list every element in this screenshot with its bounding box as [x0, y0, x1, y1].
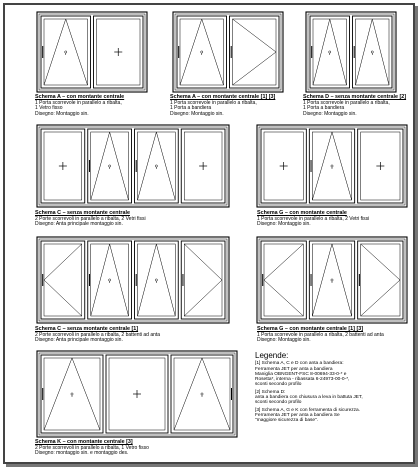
legend-line: [2] Schema D: [255, 389, 286, 395]
handle [311, 274, 312, 286]
tilt-opening-lines [312, 132, 351, 200]
panel-side [261, 241, 306, 319]
sash-frame [181, 241, 225, 319]
caption-schema-c-1 [35, 327, 160, 344]
caption-line: 1 Porta scorrevole in parallelo a ribalta, 2 Vetri fissi [257, 215, 370, 222]
glass-pane [180, 19, 224, 85]
caption-line: 1 Porta scorrevole in parallelo a ribalta, 2 battenti ad anta [257, 331, 384, 338]
panel-tilt [309, 241, 354, 319]
legend-line: anta a bandiera con chiusura a leva in battuta JET, [255, 395, 363, 401]
legend-line: sconti secondo profilo [255, 400, 302, 406]
caption-title: Schema D – senza montante centrale [2] [303, 94, 407, 100]
glass-pane [138, 244, 176, 316]
caption-line: Disegno: Montaggio sin. [257, 221, 311, 228]
side-opening-lines [44, 244, 82, 316]
legend-line: [1] Schema A, C e D con anta a bandiera: [255, 361, 344, 367]
legend-line: sconti secondo profilo [255, 382, 302, 388]
lock-symbol [329, 51, 331, 53]
outer-frame [37, 12, 147, 92]
glass-pane [312, 132, 351, 200]
schema-k-3-frame [37, 351, 237, 437]
caption-schema-a [35, 95, 124, 117]
panel-tilt [88, 241, 132, 319]
caption-line: 1 Porta a bandiera [303, 105, 345, 112]
panel-fixed [41, 129, 85, 203]
schema-c-1-frame [37, 237, 229, 323]
legend-note-1 [255, 361, 405, 387]
sash-frame [230, 16, 280, 88]
handle [182, 274, 183, 286]
panel-tilt [309, 129, 354, 203]
caption-line: Disegno: montaggio sin. e montaggio des. [35, 450, 129, 457]
panel-tilt [41, 16, 91, 88]
legend-line: "maggiore sicurezza di base". [255, 418, 319, 424]
handle [354, 46, 355, 58]
glass-pane [91, 132, 129, 200]
glass-pane [174, 358, 230, 430]
tilt-opening-lines [91, 132, 129, 200]
caption-title: Schema K – con montante centrale [3] [35, 439, 133, 445]
caption-line: 1 Porta scorrevole in parallelo a ribalta, [35, 99, 122, 106]
panel-tilt [353, 16, 393, 88]
schema-a-1-3-frame [173, 12, 283, 92]
lock-symbol [109, 165, 111, 167]
sash-frame [310, 16, 350, 88]
lock-symbol [65, 51, 67, 53]
side-opening-lines [233, 19, 277, 85]
glass-pane [313, 19, 347, 85]
panel-side [230, 16, 280, 88]
glass-pane [138, 132, 176, 200]
caption-line: Disegno: Montaggio sin. [170, 110, 224, 117]
inner-frame [308, 14, 394, 90]
schema-a-frame [37, 12, 147, 92]
panel-side [358, 241, 403, 319]
caption-title: Schema A – con montante centrale [35, 94, 125, 100]
caption-line: Disegno: Montaggio sin. [257, 337, 311, 344]
glass-pane [356, 19, 390, 85]
tilt-opening-lines [180, 19, 224, 85]
caption-line: 2 Porte scorrevoli in parallelo a ribalta, 2 battenti ad anta [35, 331, 161, 338]
caption-schema-k-3 [35, 440, 149, 457]
handle [136, 274, 137, 286]
handle [262, 274, 263, 286]
panel-side [41, 241, 85, 319]
caption-line: 1 Porta a bandiera [170, 105, 212, 112]
handle [136, 160, 137, 172]
panel-fixed [106, 355, 168, 433]
sash-frame [41, 241, 85, 319]
sash-frame [358, 241, 403, 319]
tilt-opening-lines [312, 244, 351, 316]
tilt-opening-lines [44, 19, 88, 85]
sash-frame [309, 241, 354, 319]
caption-title: Schema C – senza montante centrale [1] [35, 326, 139, 332]
legend [255, 353, 405, 426]
panel-tilt [135, 129, 179, 203]
inner-frame [39, 127, 227, 205]
caption-schema-a-1-3 [170, 95, 275, 117]
legend-line: Rosetta*, interna - ribassata 6-24973-00-0-*, [255, 377, 350, 383]
panel-tilt [88, 129, 132, 203]
lock-symbol [331, 165, 333, 167]
lock-symbol [371, 51, 373, 53]
panel-fixed [181, 129, 225, 203]
handle [89, 160, 90, 172]
sash-frame [41, 355, 103, 433]
panel-fixed [94, 16, 144, 88]
handle [231, 46, 232, 58]
glass-pane [264, 244, 303, 316]
side-opening-lines [361, 244, 400, 316]
panel-fixed [261, 129, 306, 203]
outer-frame [37, 237, 229, 323]
lock-symbol [155, 165, 157, 167]
sash-frame [353, 16, 393, 88]
handle [42, 46, 43, 58]
tilt-opening-lines [356, 19, 390, 85]
tilt-opening-lines [91, 244, 129, 316]
sash-frame [88, 241, 132, 319]
legend-heading: Legende: [255, 351, 289, 360]
caption-schema-c [35, 211, 146, 228]
handle [89, 274, 90, 286]
caption-line: 1 Vetro fisso [35, 105, 63, 112]
caption-line: Disegno: Anta principale montaggio sin. [35, 221, 123, 228]
glass-pane [91, 244, 129, 316]
tilt-opening-lines [44, 358, 100, 430]
caption-title: Schema C – senza montante centrale [35, 210, 130, 216]
outer-frame [257, 237, 407, 323]
handle [231, 388, 232, 400]
panel-side [181, 241, 225, 319]
sash-frame [177, 16, 227, 88]
lock-symbol [155, 279, 157, 281]
sash-frame [309, 129, 354, 203]
legend-line: Ferramenta JET per anta a bandiera Se [255, 412, 340, 418]
caption-schema-d-2 [303, 95, 406, 117]
lock-symbol [331, 279, 333, 281]
panel-tilt [135, 241, 179, 319]
caption-schema-g-1-3 [257, 327, 384, 344]
legend-line: Ferramenta JET per anta a bandiera [255, 366, 333, 372]
panel-fixed [358, 129, 403, 203]
diagram-sheet [3, 3, 415, 464]
outer-frame [306, 12, 396, 92]
handle [42, 388, 43, 400]
caption-title: Schema A – con montante centrale [1] [3] [170, 94, 276, 100]
schema-c-frame [37, 125, 229, 207]
panel-tilt [171, 355, 233, 433]
glass-pane [361, 244, 400, 316]
lock-symbol [109, 279, 111, 281]
sash-frame [171, 355, 233, 433]
handle [311, 160, 312, 172]
handle [311, 46, 312, 58]
caption-line: 2 Porte scorrevoli in parallelo a ribalta, 1 Vetro fisso [35, 444, 149, 451]
glass-pane [44, 358, 100, 430]
outer-frame [173, 12, 283, 92]
inner-frame [39, 239, 227, 321]
tilt-opening-lines [138, 244, 176, 316]
panel-tilt [310, 16, 350, 88]
legend-note-2 [255, 390, 405, 406]
glass-pane [44, 19, 88, 85]
glass-pane [184, 244, 222, 316]
glass-pane [233, 19, 277, 85]
caption-line: 1 Porta scorrevole in parallelo a ribalta, [303, 99, 390, 106]
tilt-opening-lines [138, 132, 176, 200]
side-opening-lines [264, 244, 303, 316]
legend-note-3 [255, 408, 405, 424]
legend-line: [3] Schema A, G e K con ferramenta di sicurezza. [255, 407, 361, 413]
caption-title: Schema G – con montante centrale [257, 210, 347, 216]
legend-line: Maniglia OBNGENT-FSC 8-00694-33-0-* e [255, 371, 347, 377]
schema-g-frame [257, 125, 407, 207]
schema-g-1-3-frame [257, 237, 407, 323]
handle [359, 274, 360, 286]
sash-frame [135, 129, 179, 203]
handle [178, 46, 179, 58]
tilt-opening-lines [313, 19, 347, 85]
inner-frame [259, 239, 405, 321]
caption-title: Schema G – con montante centrale [1] [3] [257, 326, 364, 332]
caption-line: 2 Porte scorrevoli in parallelo a ribalta, 2 Vetri fissi [35, 215, 146, 222]
caption-line: 1 Porta scorrevole in parallelo a ribalta, [170, 99, 257, 106]
panel-tilt [177, 16, 227, 88]
side-opening-lines [184, 244, 222, 316]
tilt-opening-lines [174, 358, 230, 430]
outer-frame [257, 125, 407, 207]
caption-schema-g [257, 211, 369, 228]
glass-pane [312, 244, 351, 316]
lock-symbol [71, 393, 73, 395]
caption-line: Disegno: Anta principale montaggio sin. [35, 337, 123, 344]
sash-frame [261, 241, 306, 319]
sash-frame [88, 129, 132, 203]
lock-symbol [201, 51, 203, 53]
panel-tilt [41, 355, 103, 433]
sash-frame [135, 241, 179, 319]
caption-line: Disegno: Montaggio sin. [303, 110, 357, 117]
caption-line: Disegno: Montaggio sin. [35, 110, 89, 117]
handle [42, 274, 43, 286]
glass-pane [44, 244, 82, 316]
sash-frame [41, 16, 91, 88]
lock-symbol [201, 393, 203, 395]
schema-d-2-frame [306, 12, 396, 92]
